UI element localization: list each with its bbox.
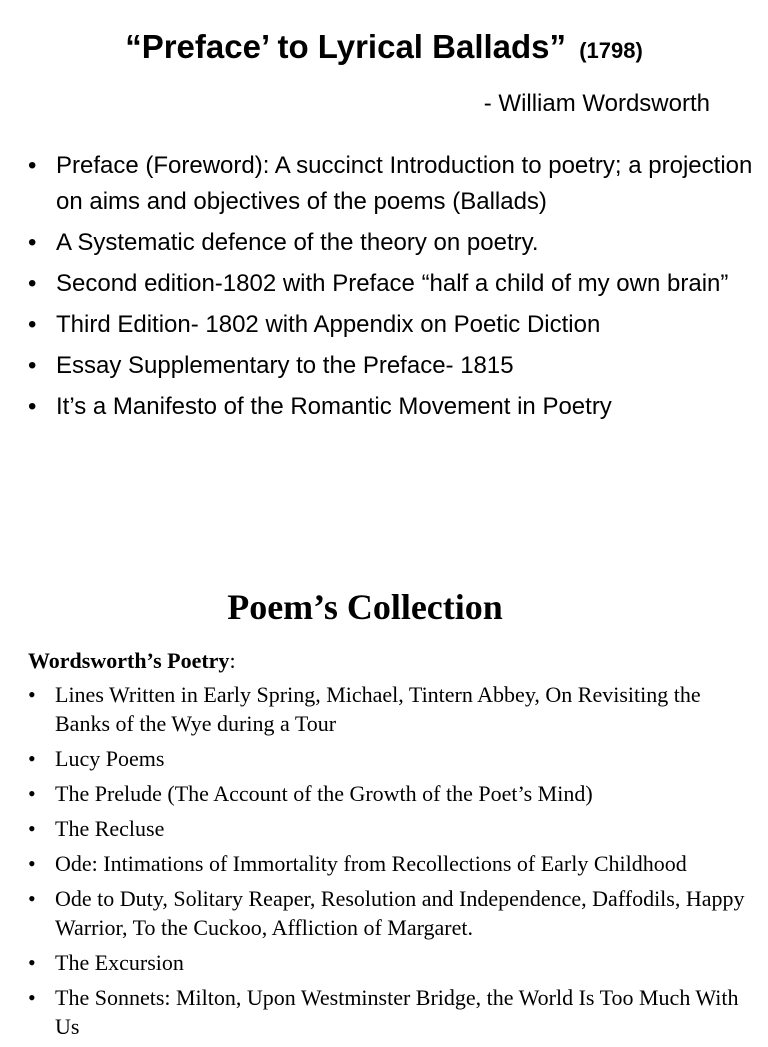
list-item: • The Recluse (28, 814, 758, 843)
list-item: • The Prelude (The Account of the Growth of the Poet’s Mind) (28, 779, 758, 808)
list-item: • The Sonnets: Milton, Upon Westminster Bridge, the World Is Too Much With Us (28, 983, 758, 1041)
slide-title (0, 28, 768, 66)
title-text: “Preface’ to Lyrical Ballads” (125, 28, 567, 65)
list-item: • Second edition-1802 with Preface “half a child of my own brain” (26, 266, 761, 302)
list-item: • The Excursion (28, 948, 758, 977)
section-heading-label: Wordsworth’s Poetry (28, 648, 230, 673)
section-heading-colon: : (229, 648, 236, 673)
list-item: • It’s a Manifesto of the Romantic Movement in Poetry (26, 389, 761, 425)
list-item: • Essay Supplementary to the Preface- 1815 (26, 348, 761, 384)
list-item: • Third Edition- 1802 with Appendix on Poetic Diction (26, 307, 761, 343)
poems-bullet-list (28, 680, 758, 1047)
list-item: • A Systematic defence of the theory on poetry. (26, 225, 761, 261)
slide-poems-collection (0, 560, 768, 1039)
preface-bullet-list (26, 148, 761, 430)
section-heading (28, 648, 236, 674)
title-year: (1798) (579, 38, 643, 63)
author-line: - William Wordsworth (483, 90, 710, 117)
list-item: • Lucy Poems (28, 744, 758, 773)
list-item: • Ode to Duty, Solitary Reaper, Resolution and Independence, Daffodils, Happy Warrior, To the Cuckoo, Affliction of Margaret. (28, 884, 758, 942)
list-item: • Lines Written in Early Spring, Michael, Tintern Abbey, On Revisiting the Banks of the Wye during a Tour (28, 680, 758, 738)
slide-title: Poem’s Collection (227, 587, 503, 627)
slide-preface (0, 0, 768, 480)
list-item: • Ode: Intimations of Immortality from Recollections of Early Childhood (28, 849, 758, 878)
list-item: • Preface (Foreword): A succinct Introduction to poetry; a projection on aims and objectives of the poems (Ballads) (26, 148, 761, 220)
